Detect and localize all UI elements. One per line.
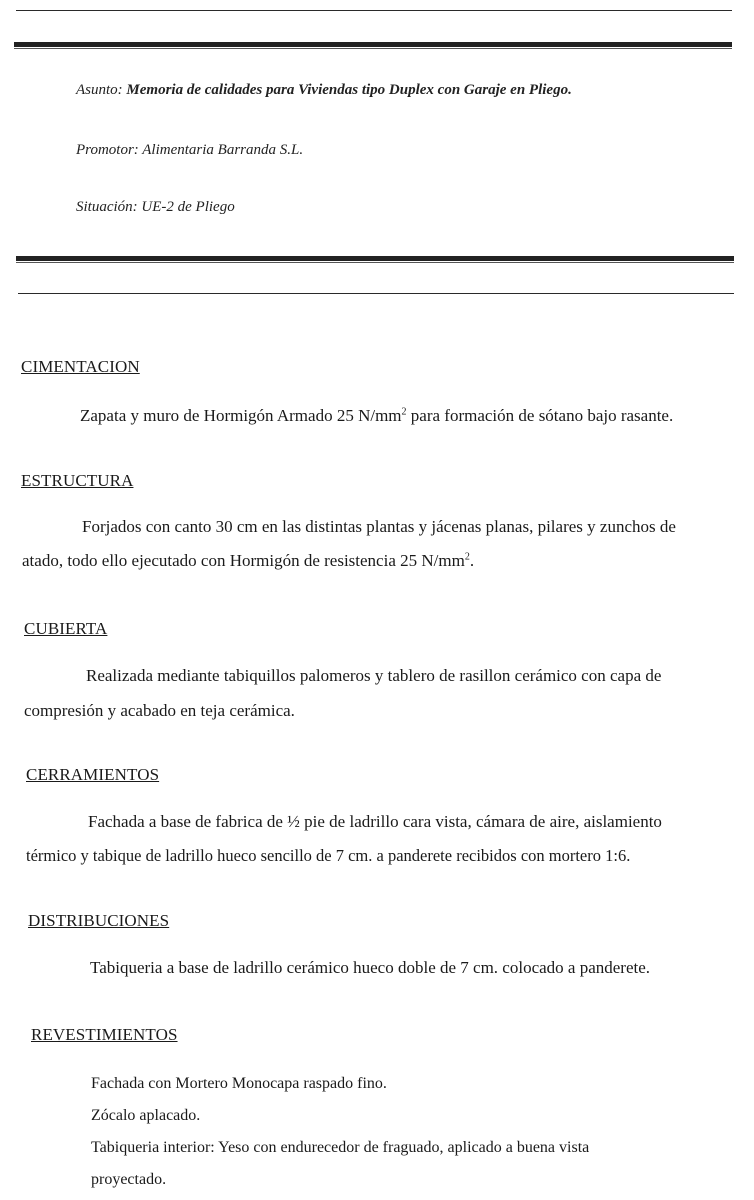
estructura-line-2 (22, 551, 474, 571)
asunto-label: Asunto: (76, 82, 123, 98)
bottom-thick-rule (16, 256, 734, 261)
cimentacion-text-b: para formación de sótano bajo rasante. (406, 406, 674, 425)
cerramientos-line-1: Fachada a base de fabrica de ½ pie de ladrillo cara vista, cámara de aire, aislamiento (88, 812, 662, 831)
cimentacion-text (80, 406, 673, 426)
cimentacion-text-a: Zapata y muro de Hormigón Armado 25 N/mm (80, 406, 402, 425)
cimentacion-sup: 2 (401, 406, 407, 418)
bottom-thin-rule (18, 293, 734, 294)
situacion-line: Situación: UE-2 de Pliego (76, 199, 235, 215)
promotor-line: Promotor: Alimentaria Barranda S.L. (76, 142, 304, 158)
cubierta-line-1: Realizada mediante tabiquillos palomeros y tablero de rasillon cerámico con capa de (86, 666, 662, 685)
revestimientos-item: Fachada con Mortero Monocapa raspado fino. (91, 1075, 387, 1092)
section-title-cubierta: CUBIERTA (24, 619, 108, 638)
estructura-line-2-b: . (469, 551, 475, 570)
revestimientos-item: proyectado. (91, 1171, 167, 1188)
distribuciones-line-1: Tabiqueria a base de ladrillo cerámico hueco doble de 7 cm. colocado a panderete. (90, 958, 651, 977)
cerramientos-line-2: térmico y tabique de ladrillo hueco sencillo de 7 cm. a panderete recibidos con mortero 1:6. (26, 846, 631, 865)
section-title-distribuciones: DISTRIBUCIONES (28, 911, 170, 930)
asunto-line (76, 82, 572, 99)
top-thick-rule (14, 42, 732, 47)
asunto-value: Memoria de calidades para Viviendas tipo Duplex con Garaje en Pliego. (126, 82, 572, 98)
estructura-line-1: Forjados con canto 30 cm en las distintas plantas y jácenas planas, pilares y zunchos de (82, 517, 676, 536)
revestimientos-item: Tabiqueria interior: Yeso con endurecedor de fraguado, aplicado a buena vista (91, 1139, 590, 1156)
revestimientos-item: Zócalo aplacado. (91, 1107, 201, 1124)
top-thin-rule (16, 10, 732, 11)
cubierta-line-2: compresión y acabado en teja cerámica. (24, 701, 295, 720)
section-title-estructura: ESTRUCTURA (21, 471, 134, 490)
estructura-sup: 2 (464, 551, 470, 563)
section-title-revestimientos: REVESTIMIENTOS (31, 1025, 178, 1044)
section-title-cimentacion: CIMENTACION (21, 357, 140, 376)
estructura-line-2-a: atado, todo ello ejecutado con Hormigón de resistencia 25 N/mm (22, 551, 465, 570)
section-title-cerramientos: CERRAMIENTOS (26, 765, 160, 784)
